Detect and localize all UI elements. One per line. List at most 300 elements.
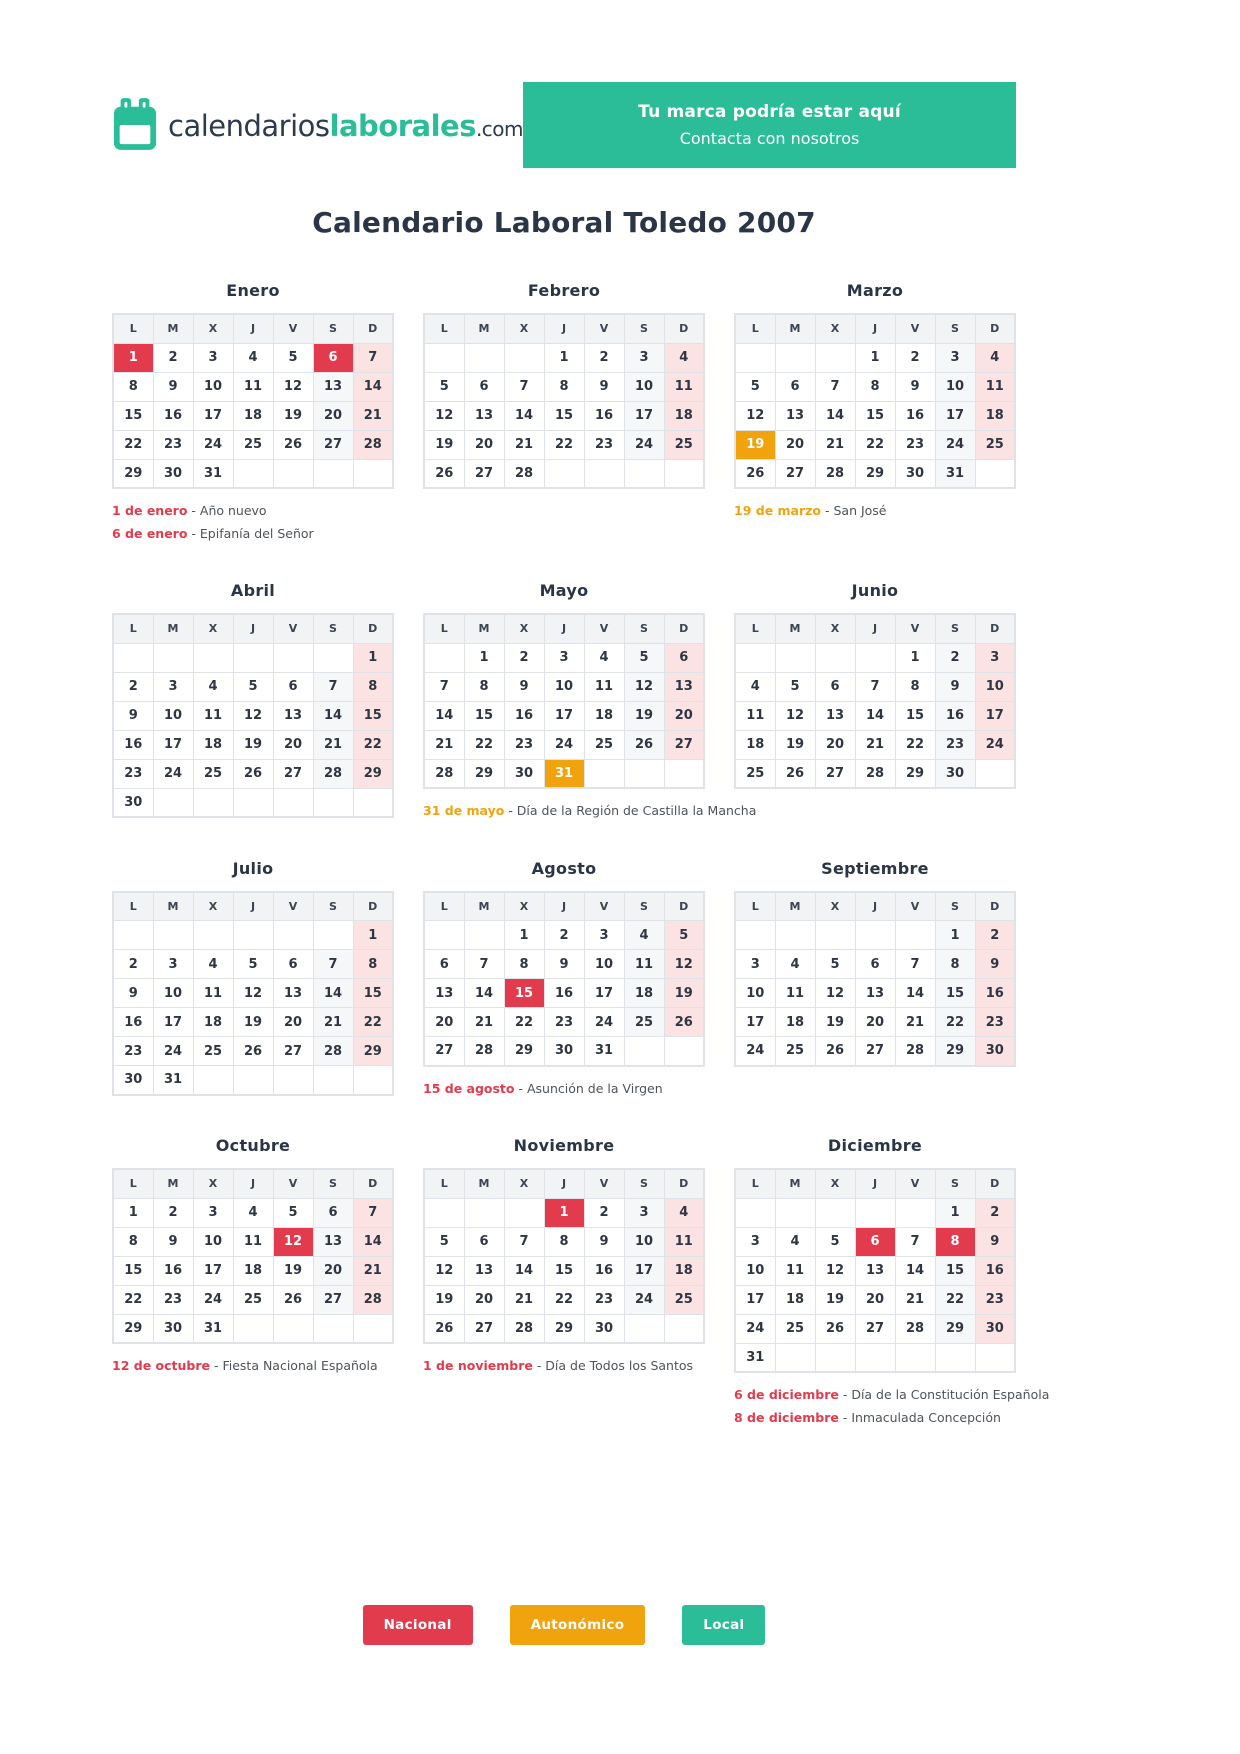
day-cell: 18 [233,1256,273,1285]
holiday-notes [112,1355,394,1378]
day-cell: 10 [975,672,1015,701]
calendar-table [112,313,394,489]
day-cell: 30 [544,1037,584,1066]
day-cell [464,921,504,950]
day-cell: 2 [153,1198,193,1227]
weekday-header: J [233,614,273,643]
day-cell: 17 [735,1285,775,1314]
day-cell: 20 [855,1008,895,1037]
weekday-header: J [544,892,584,921]
week-row [113,759,393,788]
week-row [113,459,393,488]
day-cell: 21 [895,1285,935,1314]
weekday-header: L [424,614,464,643]
day-cell: 12 [273,372,313,401]
day-cell: 6 [775,372,815,401]
weekday-header: V [273,1169,313,1198]
week-row [424,1008,704,1037]
day-cell: 18 [775,1008,815,1037]
day-cell: 7 [313,672,353,701]
day-cell: 12 [624,672,664,701]
weekday-header: J [544,614,584,643]
legend [112,1605,1016,1645]
week-row [424,1285,704,1314]
holiday-note-date: 1 de enero [112,503,188,518]
holiday-note-text: - Día de la Región de Castilla la Mancha [504,803,757,818]
day-cell: 17 [935,401,975,430]
day-cell: 10 [624,1227,664,1256]
day-cell: 20 [664,701,704,730]
day-cell: 13 [424,979,464,1008]
day-cell: 25 [193,759,233,788]
day-cell: 16 [584,401,624,430]
day-cell: 19 [424,430,464,459]
legend-regional-button[interactable]: Autonómico [510,1605,646,1645]
day-cell: 9 [935,672,975,701]
day-cell: 17 [624,1256,664,1285]
day-cell: 26 [233,759,273,788]
day-cell: 16 [975,1256,1015,1285]
weekday-header: V [895,1169,935,1198]
month-diciembre [734,1136,1050,1429]
day-cell: 18 [735,730,775,759]
day-cell: 10 [584,950,624,979]
day-cell: 30 [113,1066,153,1095]
legend-national-button[interactable]: Nacional [363,1605,473,1645]
day-cell: 1 [464,643,504,672]
day-cell: 7 [464,950,504,979]
day-cell: 4 [775,950,815,979]
day-cell: 18 [193,1008,233,1037]
day-cell [273,1314,313,1343]
weekday-header: L [424,892,464,921]
day-cell: 22 [113,1285,153,1314]
day-cell: 13 [273,979,313,1008]
day-cell [975,459,1015,488]
calendar-table [112,891,394,1096]
week-row [735,1343,1015,1372]
day-cell: 8 [353,950,393,979]
ad-banner[interactable] [523,82,1016,168]
day-cell: 1 [544,343,584,372]
day-cell: 5 [735,372,775,401]
day-cell [855,1343,895,1372]
day-cell: 5 [233,672,273,701]
day-cell [273,788,313,817]
day-cell: 26 [735,459,775,488]
day-cell [233,921,273,950]
week-row [424,921,704,950]
calendar-table [112,613,394,818]
logo[interactable] [112,96,523,156]
day-cell: 26 [424,1314,464,1343]
day-cell: 11 [193,701,233,730]
day-cell: 5 [424,1227,464,1256]
weekday-header: D [353,614,393,643]
day-cell: 14 [855,701,895,730]
weekday-header-row [735,314,1015,343]
day-cell: 21 [504,430,544,459]
day-cell: 24 [193,1285,233,1314]
week-row [424,950,704,979]
day-cell: 20 [815,730,855,759]
day-cell: 15 [544,1256,584,1285]
day-cell: 30 [895,459,935,488]
day-cell: 20 [464,1285,504,1314]
day-cell: 28 [353,430,393,459]
day-cell: 16 [153,1256,193,1285]
day-cell: 25 [233,430,273,459]
week-row [113,430,393,459]
weekday-header-row [424,892,704,921]
weekday-header: S [624,614,664,643]
month-junio [734,581,1016,823]
day-cell: 26 [624,730,664,759]
header [112,0,1016,168]
day-cell: 22 [504,1008,544,1037]
weekday-header: S [624,314,664,343]
week-row [735,643,1015,672]
calendar-table [423,313,705,489]
day-cell: 29 [544,1314,584,1343]
day-cell: 23 [584,1285,624,1314]
weekday-header: M [775,314,815,343]
weekday-header: J [544,1169,584,1198]
day-cell: 1 [855,343,895,372]
weekday-header: S [935,1169,975,1198]
day-cell [775,1343,815,1372]
day-cell: 24 [624,1285,664,1314]
day-cell: 19 [815,1008,855,1037]
weekday-header: S [935,892,975,921]
legend-local-button[interactable]: Local [682,1605,765,1645]
day-cell [624,759,664,788]
day-cell [815,1198,855,1227]
week-row [424,459,704,488]
week-row [424,643,704,672]
month-title: Abril [230,581,276,600]
day-cell: 4 [233,343,273,372]
day-cell: 13 [855,979,895,1008]
holiday-note-text: - Fiesta Nacional Española [210,1358,378,1373]
day-cell: 19 [664,979,704,1008]
day-cell [233,643,273,672]
day-cell: 17 [544,701,584,730]
day-cell: 25 [624,1008,664,1037]
holiday-note [112,1355,394,1378]
day-cell: 29 [113,1314,153,1343]
day-cell [353,1314,393,1343]
weekday-header: L [735,1169,775,1198]
day-cell: 25 [664,430,704,459]
day-cell [735,643,775,672]
holiday-note [423,1355,705,1378]
day-cell: 13 [664,672,704,701]
holiday-notes [423,1355,705,1378]
calendar-table [423,891,705,1067]
weekday-header: S [313,614,353,643]
day-cell: 11 [664,372,704,401]
day-cell: 22 [895,730,935,759]
day-cell: 7 [504,1227,544,1256]
day-cell: 18 [584,701,624,730]
weekday-header: L [424,1169,464,1198]
month-title: Junio [851,581,899,600]
day-cell: 22 [935,1008,975,1037]
day-cell: 20 [273,730,313,759]
weekday-header: X [193,1169,233,1198]
month-octubre [112,1136,394,1429]
day-cell: 2 [935,643,975,672]
day-cell: 12 [815,1256,855,1285]
day-cell: 14 [353,1227,393,1256]
weekday-header: J [233,314,273,343]
day-cell [855,1198,895,1227]
week-row [113,701,393,730]
day-cell [273,1066,313,1095]
week-row [113,401,393,430]
day-cell: 27 [273,1037,313,1066]
day-cell [153,788,193,817]
day-cell [313,1066,353,1095]
day-cell: 29 [353,1037,393,1066]
day-cell [735,1198,775,1227]
week-row [113,788,393,817]
weekday-header: M [153,1169,193,1198]
day-cell: 29 [935,1314,975,1343]
day-cell: 3 [193,343,233,372]
day-cell: 15 [113,1256,153,1285]
day-cell [313,1314,353,1343]
day-cell [193,643,233,672]
day-cell: 28 [815,459,855,488]
day-cell [895,921,935,950]
day-cell: 26 [273,430,313,459]
weekday-header-row [735,1169,1015,1198]
day-cell: 14 [464,979,504,1008]
logo-text-suffix: .com [475,117,524,141]
day-cell: 7 [895,950,935,979]
weekday-header: S [935,314,975,343]
day-cell [424,643,464,672]
day-cell: 20 [424,1008,464,1037]
week-row [424,1037,704,1066]
week-row [735,430,1015,459]
day-cell: 2 [584,1198,624,1227]
day-cell: 11 [664,1227,704,1256]
day-cell: 1 [935,1198,975,1227]
weekday-header: V [584,614,624,643]
day-cell: 21 [313,730,353,759]
day-cell [353,459,393,488]
day-cell: 1 [504,921,544,950]
holiday-notes [423,800,757,823]
day-cell: 29 [353,759,393,788]
day-cell: 6 [424,950,464,979]
day-cell: 6 [664,643,704,672]
day-cell [233,1066,273,1095]
day-cell [775,343,815,372]
day-cell [935,1343,975,1372]
day-cell: 27 [313,1285,353,1314]
holiday-note-text: - Epifanía del Señor [187,525,314,541]
day-cell [153,643,193,672]
day-cell: 6 [464,372,504,401]
day-cell: 10 [153,701,193,730]
week-row [424,1227,704,1256]
day-cell: 8 [504,950,544,979]
holiday-note-text: - Día de la Constitución Española [838,1387,1050,1402]
weekday-header: L [113,614,153,643]
day-cell: 8 [935,950,975,979]
day-cell: 21 [855,730,895,759]
day-cell: 20 [273,1008,313,1037]
day-cell: 7 [313,950,353,979]
day-cell: 3 [735,1227,775,1256]
logo-text-normal: calendarios [168,109,330,143]
day-cell: 29 [113,459,153,488]
day-cell: 4 [193,672,233,701]
day-cell: 23 [113,759,153,788]
day-cell: 1 [353,643,393,672]
holiday-note [734,1384,1050,1407]
day-cell: 26 [775,759,815,788]
logo-text-bold: laborales [329,109,476,143]
day-cell: 15 [353,701,393,730]
day-cell [624,1314,664,1343]
day-cell: 16 [113,730,153,759]
calendar-table [734,891,1016,1067]
day-cell [504,1198,544,1227]
day-cell: 5 [233,950,273,979]
day-cell: 25 [584,730,624,759]
day-cell: 16 [935,701,975,730]
day-cell: 27 [464,1314,504,1343]
day-cell: 4 [233,1198,273,1227]
holiday-note-date: 31 de mayo [423,803,505,818]
weekday-header: J [544,314,584,343]
week-row [735,1256,1015,1285]
weekday-header: V [273,614,313,643]
day-cell: 27 [855,1037,895,1066]
day-cell: 18 [975,401,1015,430]
holiday-note [734,1407,1016,1430]
day-cell: 18 [664,401,704,430]
day-cell: 18 [775,1285,815,1314]
day-cell [855,921,895,950]
day-cell: 25 [664,1285,704,1314]
weekday-header: X [815,892,855,921]
day-cell: 3 [735,950,775,979]
day-cell: 11 [775,1256,815,1285]
day-cell: 5 [424,372,464,401]
day-cell [233,459,273,488]
day-cell: 2 [975,921,1015,950]
week-row [113,1285,393,1314]
day-cell: 14 [424,701,464,730]
day-cell [233,1314,273,1343]
day-cell: 10 [735,979,775,1008]
day-cell: 16 [504,701,544,730]
day-cell [424,921,464,950]
week-row [735,1037,1015,1066]
day-cell [775,643,815,672]
day-cell: 26 [815,1037,855,1066]
banner-contact-link[interactable]: Contacta con nosotros [679,129,860,148]
day-cell: 30 [975,1037,1015,1066]
weekday-header: L [735,614,775,643]
holiday-note [112,500,394,523]
day-cell: 10 [735,1256,775,1285]
day-cell: 27 [855,1314,895,1343]
day-cell: 11 [193,979,233,1008]
day-cell: 13 [273,701,313,730]
day-cell [273,643,313,672]
day-cell: 8 [113,372,153,401]
day-cell: 15 [464,701,504,730]
day-cell: 19 [273,401,313,430]
weekday-header: J [233,1169,273,1198]
weekday-header: L [735,892,775,921]
weekday-header: M [153,314,193,343]
day-cell: 12 [775,701,815,730]
weekday-header-row [113,1169,393,1198]
day-cell: 3 [624,1198,664,1227]
day-cell: 13 [464,1256,504,1285]
day-cell: 8 [544,1227,584,1256]
week-row [735,921,1015,950]
calendar-table [734,313,1016,489]
weekday-header: V [895,892,935,921]
day-cell: 28 [313,1037,353,1066]
day-cell [584,459,624,488]
day-cell: 3 [193,1198,233,1227]
day-cell: 14 [313,701,353,730]
day-cell [975,1343,1015,1372]
day-cell: 16 [895,401,935,430]
weekday-header: V [895,614,935,643]
weekday-header-row [424,314,704,343]
week-row [113,672,393,701]
day-cell: 15 [895,701,935,730]
calendar-table [734,1168,1016,1373]
weekday-header: L [735,314,775,343]
weekday-header: V [584,1169,624,1198]
day-cell: 17 [975,701,1015,730]
holiday-note-text: - Año nuevo [187,503,267,518]
day-cell [464,1198,504,1227]
day-cell: 16 [544,979,584,1008]
day-cell [664,759,704,788]
day-cell: 26 [815,1314,855,1343]
weekday-header: X [193,614,233,643]
day-cell: 9 [153,372,193,401]
weekday-header: D [664,1169,704,1198]
day-cell: 5 [664,921,704,950]
day-cell: 18 [624,979,664,1008]
day-cell: 14 [504,1256,544,1285]
day-cell: 12 [815,979,855,1008]
holiday-note [423,1078,705,1101]
holiday-note-date: 6 de enero [112,525,188,541]
day-cell: 5 [273,343,313,372]
holiday-note-date: 8 de diciembre [734,1409,839,1425]
day-cell: 12 [424,401,464,430]
day-cell [664,1037,704,1066]
week-row [735,1285,1015,1314]
day-cell: 30 [113,788,153,817]
weekday-header-row [113,892,393,921]
